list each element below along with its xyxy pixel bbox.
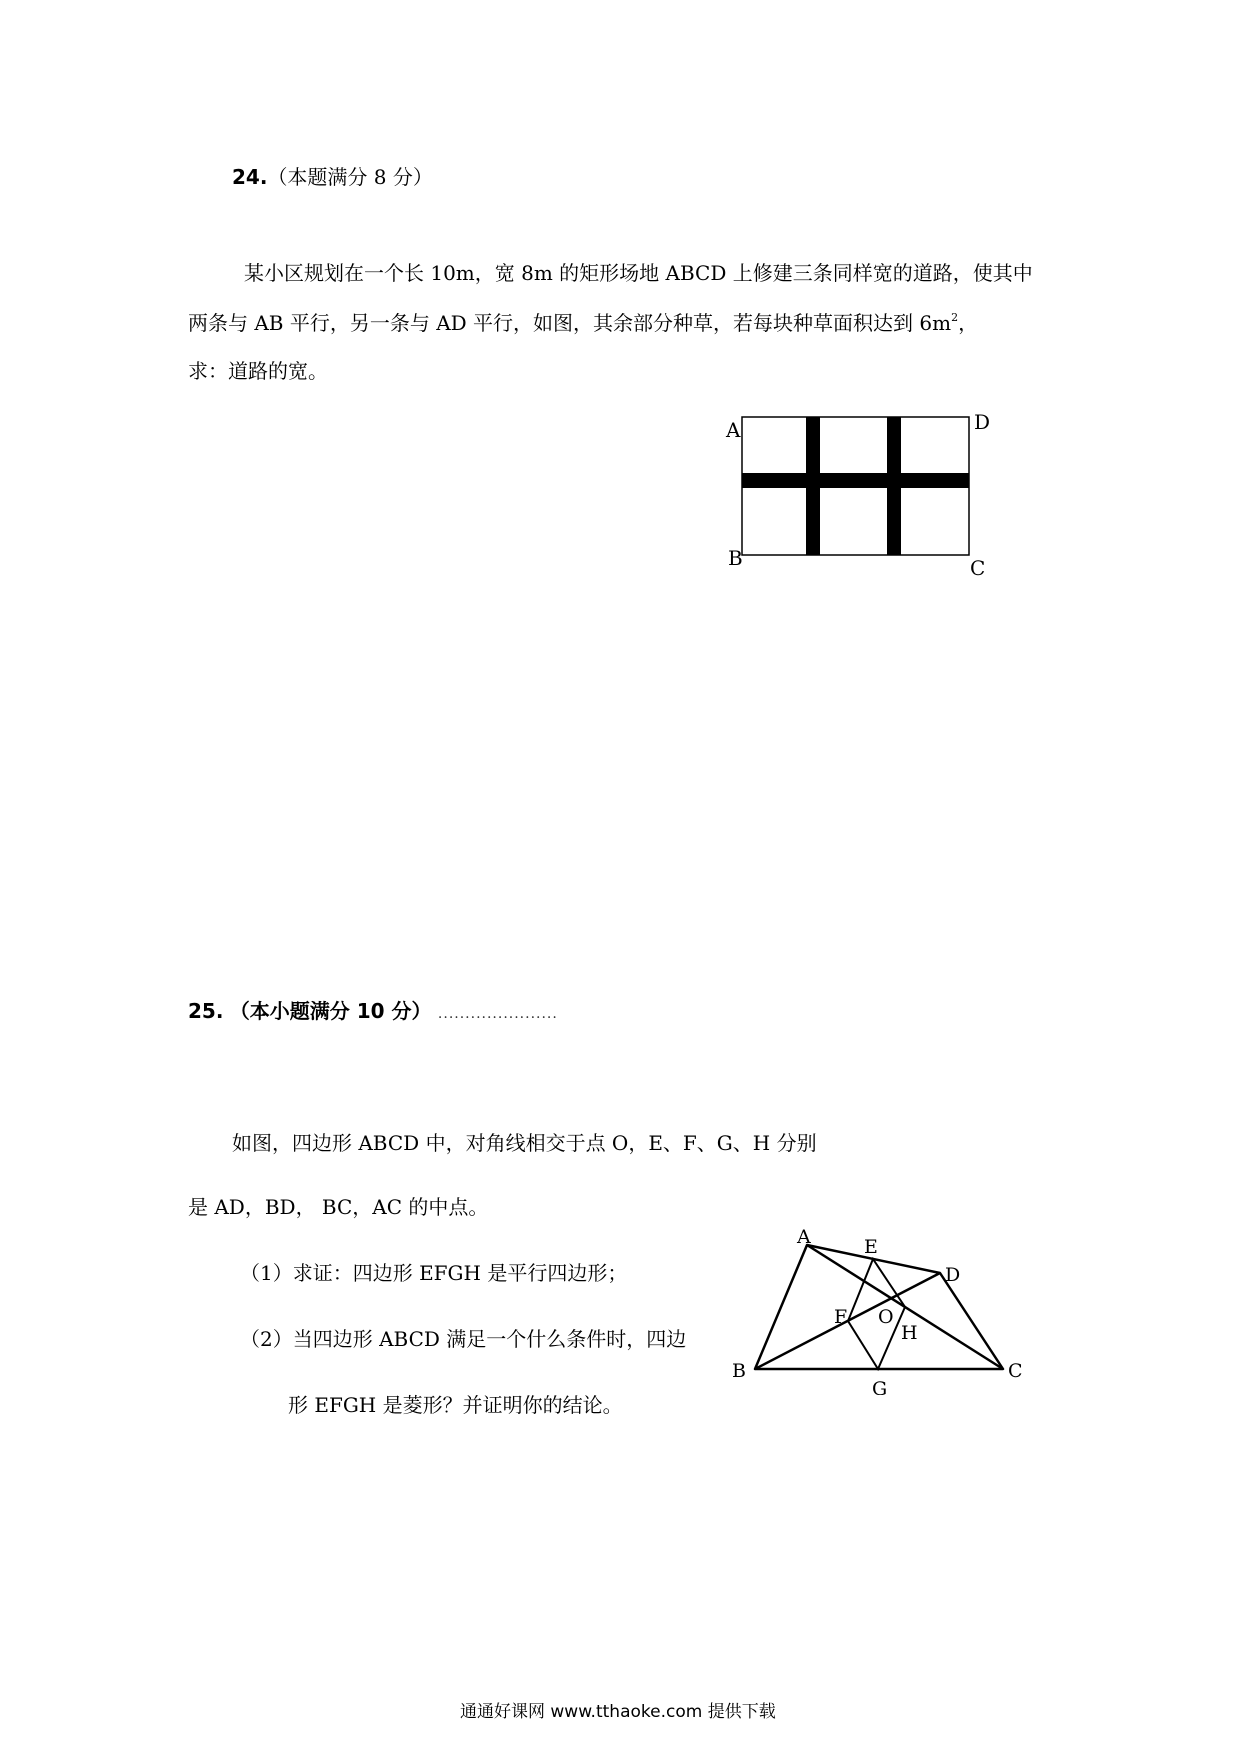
page-footer: 通通好课网 www.tthaoke.com 提供下载 [460,1702,776,1722]
q25-label-o: O [878,1306,894,1328]
q24-line2-end: ， [958,311,979,335]
q25-header [188,998,558,1027]
q24-line2 [188,310,978,336]
q25-label-c: C [1008,1360,1023,1382]
q25-label-d: D [945,1264,961,1286]
q25-line1: 如图，四边形 ABCD 中，对角线相交于点 O，E、F、G、H 分别 [232,1131,817,1155]
q25-part2-line1: （2）当四边形 ABCD 满足一个什么条件时，四边 [240,1327,687,1351]
q24-score: （本题满分 8 分） [267,165,433,189]
q25-part2-line2: 形 EFGH 是菱形？并证明你的结论。 [288,1393,623,1417]
q25-figure [720,1215,1040,1395]
q25-label-b: B [732,1360,746,1382]
q24-label-b: B [728,546,743,570]
q24-label-d: D [974,410,991,434]
q24-line2-sup: 2 [951,311,959,324]
q25-part1: （1）求证：四边形 EFGH 是平行四边形； [240,1261,628,1285]
q25-label-a: A [797,1226,811,1248]
road-horizontal [742,473,969,488]
q25-label-f: F [834,1306,848,1328]
q25-label-g: G [872,1378,888,1395]
q24-figure [720,405,1000,585]
q24-label-a: A [726,418,741,442]
q25-label-h: H [901,1322,918,1344]
q24-number: 24. [232,165,268,189]
q24-line2-text: 两条与 AB 平行，另一条与 AD 平行，如图，其余部分种草，若每块种草面积达到 6m [188,311,952,335]
q24-line1: 某小区规划在一个长 10m，宽 8m 的矩形场地 ABCD 上修建三条同样宽的道路，使其中 [244,261,1033,285]
q25-dots: ...................... [437,1006,558,1022]
road-vertical-2 [887,417,901,555]
q25-score: （本小题满分 10 分） [229,999,432,1023]
q24-header [232,164,433,190]
q25-line2: 是 AD，BD， BC，AC 的中点。 [188,1195,489,1219]
q25-label-e: E [864,1236,878,1258]
q24-line3: 求：道路的宽。 [188,359,328,383]
q24-label-c: C [970,556,986,580]
q25-number: 25. [188,999,224,1023]
road-vertical-1 [806,417,820,555]
